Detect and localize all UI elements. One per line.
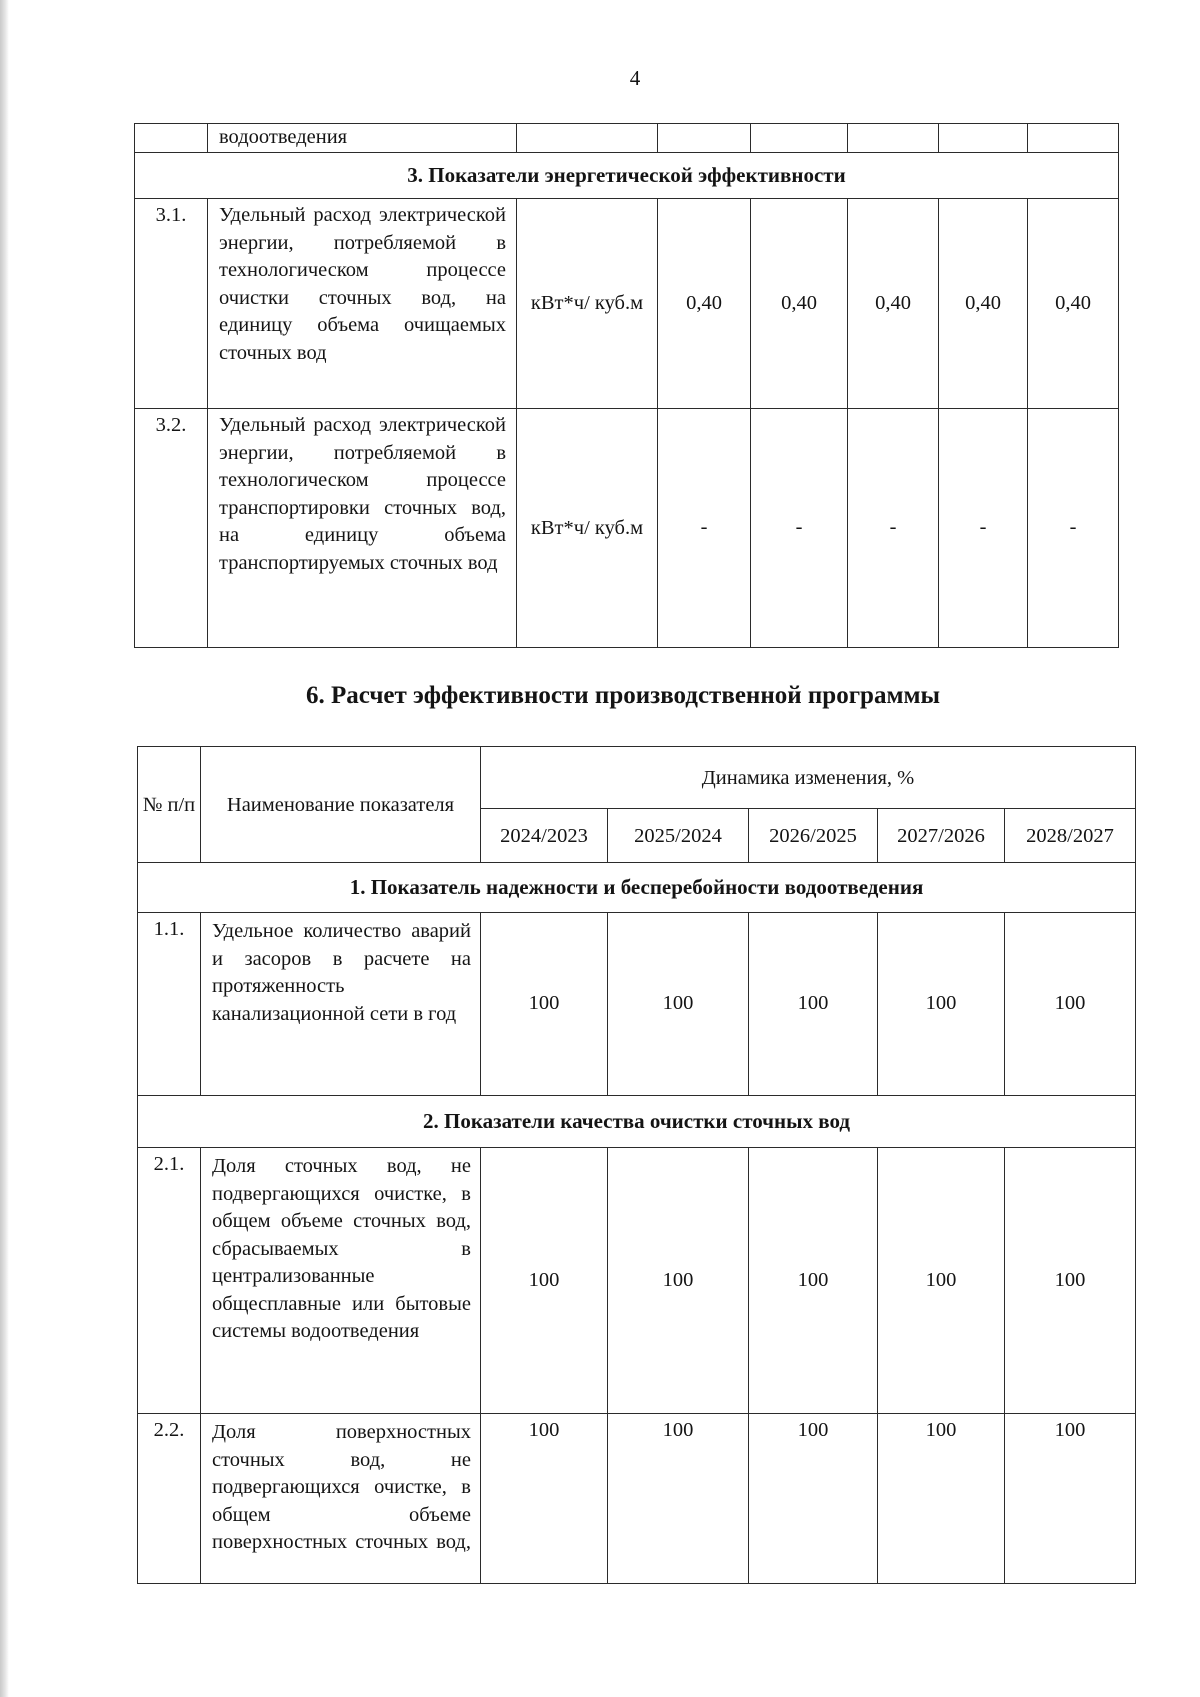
value-cell: 100	[1005, 913, 1136, 1096]
table-row	[138, 913, 1136, 1096]
section-3-title: 3. Показатели энергетической эффективности	[135, 153, 1119, 199]
value-cell: -	[658, 409, 751, 648]
section-6-heading: 6. Расчет эффективности производственной программы	[305, 682, 941, 709]
table-cell	[517, 124, 658, 153]
program-efficiency-table	[137, 746, 1136, 1584]
value-cell: 100	[749, 1414, 878, 1584]
value-cell: 0,40	[939, 199, 1028, 409]
carry-over-text: водоотведения	[208, 124, 517, 153]
table-cell	[1028, 124, 1119, 153]
year-header: 2026/2025	[749, 809, 878, 863]
indicator-name: Доля сточных вод, не подвергающихся очистке, в общем объеме сточных вод, сбрасываемых в централизованные общесплавные или бытовые системы водоотведения	[201, 1148, 481, 1414]
indicator-name	[201, 1414, 481, 1584]
table-cell	[658, 124, 751, 153]
table-cell	[848, 124, 939, 153]
section-row	[138, 863, 1136, 913]
table-row	[138, 1148, 1136, 1414]
value-cell: 0,40	[658, 199, 751, 409]
indicator-name: Удельный расход электрической энергии, потребляемой в технологическом процессе транспортировки сточных вод, на единицу объема транспортируемых сточных вод	[208, 409, 517, 648]
energy-efficiency-table	[134, 123, 1119, 648]
value-cell: 0,40	[848, 199, 939, 409]
row-number: 3.2.	[135, 409, 208, 648]
value-cell: 100	[481, 913, 608, 1096]
value-cell: 100	[481, 1414, 608, 1584]
page-number: 4	[629, 66, 641, 90]
value-cell: 100	[749, 1148, 878, 1414]
value-cell: 100	[608, 1414, 749, 1584]
section-row	[135, 153, 1119, 199]
header-row	[138, 747, 1136, 809]
table-row	[135, 199, 1119, 409]
value-cell: 100	[481, 1148, 608, 1414]
value-cell: 100	[1005, 1414, 1136, 1584]
unit: кВт*ч/ куб.м	[517, 409, 658, 648]
carry-over-row	[135, 124, 1119, 153]
indicator-name: Удельное количество аварий и засоров в расчете на протяженность канализационной сети в год	[201, 913, 481, 1096]
section-1-title: 1. Показатель надежности и бесперебойности водоотведения	[138, 863, 1136, 913]
table-cell	[751, 124, 848, 153]
value-cell: -	[848, 409, 939, 648]
column-header-number: № п/п	[138, 747, 201, 863]
value-cell: 100	[878, 913, 1005, 1096]
value-cell: -	[751, 409, 848, 648]
value-cell: 100	[878, 1414, 1005, 1584]
indicator-name: Удельный расход электрической энергии, потребляемой в технологическом процессе очистки сточных вод, на единицу объема очищаемых сточных вод	[208, 199, 517, 409]
value-cell: 100	[878, 1148, 1005, 1414]
year-header: 2025/2024	[608, 809, 749, 863]
table-cell	[135, 124, 208, 153]
row-number: 2.1.	[138, 1148, 201, 1414]
year-header: 2027/2026	[878, 809, 1005, 863]
column-header-dynamics: Динамика изменения, %	[481, 747, 1136, 809]
unit: кВт*ч/ куб.м	[517, 199, 658, 409]
year-header: 2024/2023	[481, 809, 608, 863]
year-header: 2028/2027	[1005, 809, 1136, 863]
value-cell: -	[1028, 409, 1119, 648]
value-cell: 0,40	[1028, 199, 1119, 409]
value-cell: 0,40	[751, 199, 848, 409]
value-cell: 100	[1005, 1148, 1136, 1414]
value-cell: -	[939, 409, 1028, 648]
table-row	[135, 409, 1119, 648]
section-2-title: 2. Показатели качества очистки сточных вод	[138, 1096, 1136, 1148]
row-number: 1.1.	[138, 913, 201, 1096]
row-number: 3.1.	[135, 199, 208, 409]
row-number: 2.2.	[138, 1414, 201, 1584]
indicator-name-text: Доля поверхностных сточных вод, не подвергающихся очистке, в общем объеме поверхностных сточных вод,	[212, 1421, 471, 1553]
column-header-name: Наименование показателя	[201, 747, 481, 863]
value-cell: 100	[608, 913, 749, 1096]
table-cell	[939, 124, 1028, 153]
table-row	[138, 1414, 1136, 1584]
section-row	[138, 1096, 1136, 1148]
value-cell: 100	[749, 913, 878, 1096]
scan-edge-shadow	[0, 0, 9, 1697]
value-cell: 100	[608, 1148, 749, 1414]
